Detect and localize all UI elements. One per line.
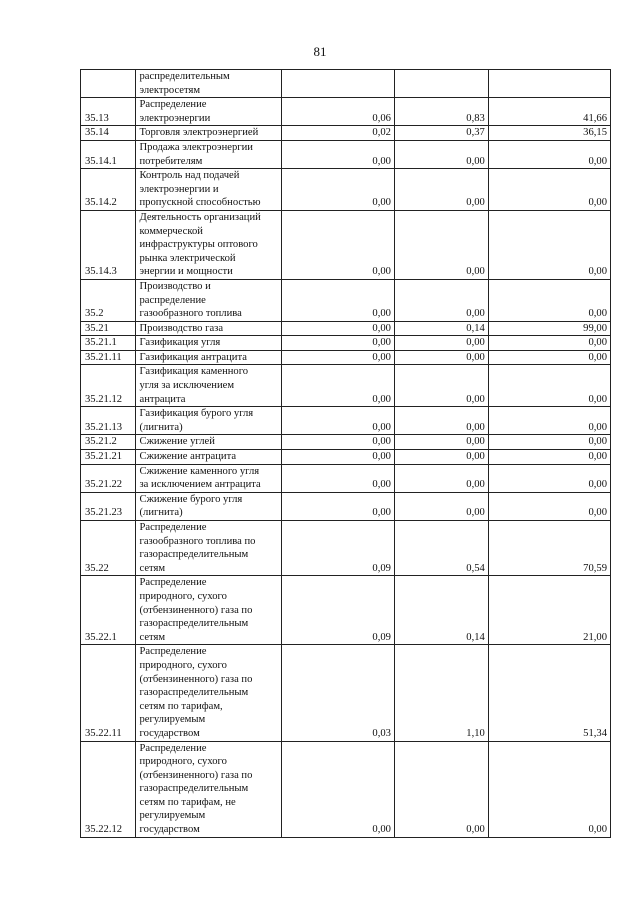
cell-name <box>135 521 281 576</box>
cell-value-v1: 0,00 <box>281 435 394 450</box>
cell-code: 35.14.2 <box>81 169 136 211</box>
cell-name-line: Сжижение углей <box>139 436 215 448</box>
cell-value-v2: 0,00 <box>394 279 488 321</box>
cell-code: 35.21.22 <box>81 464 136 492</box>
cell-name-line: Производство газа <box>139 322 224 334</box>
cell-value-v1 <box>281 70 394 98</box>
table-row <box>81 645 611 741</box>
cell-name <box>135 435 281 450</box>
cell-name-line: электроэнергии и <box>139 183 219 195</box>
cell-name-line: газообразного топлива по <box>139 535 256 547</box>
cell-code: 35.14.1 <box>81 140 136 168</box>
cell-value-v3: 0,00 <box>488 140 610 168</box>
cell-name-line: (лигнита) <box>139 507 183 519</box>
cell-name-line: Газификация антрацита <box>139 351 247 363</box>
cell-value-v3: 0,00 <box>488 464 610 492</box>
cell-name-line: Распределение <box>139 577 207 589</box>
cell-value-v2: 0,37 <box>394 126 488 141</box>
cell-name-line: (отбензиненного) газа по <box>139 604 253 616</box>
cell-name-line: сетям <box>139 562 166 574</box>
cell-value-v3: 99,00 <box>488 321 610 336</box>
cell-name-line: государством <box>139 727 200 739</box>
table-row <box>81 407 611 435</box>
cell-name-line: сетям по тарифам, <box>139 700 223 712</box>
cell-name <box>135 365 281 407</box>
cell-name-line: регулируемым <box>139 714 206 726</box>
cell-name <box>135 407 281 435</box>
cell-name-line: за исключением антрацита <box>139 479 261 491</box>
cell-name-line: инфраструктуры оптового <box>139 239 258 251</box>
cell-name-line: Распределение <box>139 99 207 111</box>
cell-name-line: Продажа электроэнергии <box>139 141 253 153</box>
cell-code: 35.13 <box>81 98 136 126</box>
cell-name-line: Распределение <box>139 522 207 533</box>
cell-value-v1: 0,00 <box>281 464 394 492</box>
cell-name-line: электроэнергии <box>139 112 211 124</box>
cell-value-v1: 0,00 <box>281 450 394 465</box>
cell-value-v3: 0,00 <box>488 741 610 837</box>
table-row <box>81 210 611 279</box>
cell-value-v1: 0,09 <box>281 521 394 576</box>
cell-value-v1: 0,00 <box>281 336 394 351</box>
cell-value-v1: 0,00 <box>281 407 394 435</box>
cell-name <box>135 279 281 321</box>
data-table <box>80 69 611 838</box>
cell-value-v1: 0,09 <box>281 576 394 645</box>
cell-name-line: (отбензиненного) газа по <box>139 769 253 781</box>
cell-name-line: Распределение <box>139 742 207 754</box>
cell-value-v3: 36,15 <box>488 126 610 141</box>
cell-value-v2: 0,54 <box>394 521 488 576</box>
cell-name-line: Сжижение каменного угля <box>139 465 260 477</box>
cell-name <box>135 98 281 126</box>
table-row <box>81 140 611 168</box>
cell-name-line: государством <box>139 824 200 836</box>
cell-name-line: Газификация угля <box>139 337 221 349</box>
cell-name-line: потребителям <box>139 155 203 167</box>
cell-value-v3: 21,00 <box>488 576 610 645</box>
cell-name-line: угля за исключением <box>139 380 235 392</box>
cell-value-v1: 0,00 <box>281 140 394 168</box>
cell-value-v3: 0,00 <box>488 336 610 351</box>
table-row <box>81 336 611 351</box>
cell-name-line: Сжижение антрацита <box>139 451 237 463</box>
cell-name <box>135 321 281 336</box>
cell-name <box>135 492 281 520</box>
cell-value-v2: 0,00 <box>394 365 488 407</box>
cell-value-v2: 0,00 <box>394 450 488 465</box>
cell-value-v3: 41,66 <box>488 98 610 126</box>
cell-name <box>135 169 281 211</box>
cell-code: 35.22.12 <box>81 741 136 837</box>
table-row <box>81 98 611 126</box>
cell-value-v3: 0,00 <box>488 435 610 450</box>
table-row <box>81 492 611 520</box>
cell-name-line: Сжижение бурого угля <box>139 493 243 505</box>
table-row <box>81 321 611 336</box>
cell-name-line: пропускной способностью <box>139 197 261 209</box>
cell-name-line: рынка электрической <box>139 252 236 264</box>
cell-name <box>135 645 281 741</box>
cell-value-v2: 0,00 <box>394 407 488 435</box>
cell-name-line: Контроль над подачей <box>139 170 240 182</box>
cell-code: 35.2 <box>81 279 136 321</box>
cell-name-line: сетям <box>139 631 166 643</box>
cell-name <box>135 126 281 141</box>
cell-value-v2: 0,00 <box>394 336 488 351</box>
table-row <box>81 70 611 98</box>
cell-value-v2: 0,83 <box>394 98 488 126</box>
cell-value-v1: 0,00 <box>281 321 394 336</box>
cell-code: 35.21 <box>81 321 136 336</box>
cell-value-v1: 0,00 <box>281 365 394 407</box>
cell-value-v1: 0,00 <box>281 350 394 365</box>
cell-code: 35.22.11 <box>81 645 136 741</box>
cell-value-v3: 0,00 <box>488 279 610 321</box>
cell-name-line: природного, сухого <box>139 659 227 671</box>
cell-name-line: газообразного топлива <box>139 308 242 320</box>
cell-name-line: (отбензиненного) газа по <box>139 673 253 685</box>
table-row <box>81 450 611 465</box>
cell-value-v3: 0,00 <box>488 169 610 211</box>
cell-value-v1: 0,00 <box>281 279 394 321</box>
cell-name-line: газораспределительным <box>139 783 249 795</box>
cell-value-v2: 0,00 <box>394 435 488 450</box>
cell-name-line: распределение <box>139 294 206 306</box>
cell-name <box>135 210 281 279</box>
cell-name <box>135 741 281 837</box>
cell-value-v2: 0,00 <box>394 492 488 520</box>
cell-code: 35.14.3 <box>81 210 136 279</box>
cell-name-line: (лигнита) <box>139 421 183 433</box>
cell-value-v3: 0,00 <box>488 365 610 407</box>
table-row <box>81 279 611 321</box>
cell-value-v1: 0,00 <box>281 492 394 520</box>
cell-value-v2: 0,00 <box>394 140 488 168</box>
cell-code: 35.21.23 <box>81 492 136 520</box>
cell-code: 35.22.1 <box>81 576 136 645</box>
cell-value-v2 <box>394 70 488 98</box>
cell-value-v3: 0,00 <box>488 450 610 465</box>
cell-code: 35.21.2 <box>81 435 136 450</box>
cell-code: 35.14 <box>81 126 136 141</box>
cell-name-line: Газификация бурого угля <box>139 408 254 420</box>
cell-value-v1: 0,03 <box>281 645 394 741</box>
table-row <box>81 521 611 576</box>
cell-code: 35.21.21 <box>81 450 136 465</box>
cell-value-v2: 0,00 <box>394 464 488 492</box>
cell-value-v1: 0,00 <box>281 169 394 211</box>
cell-code <box>81 70 136 98</box>
cell-value-v2: 0,00 <box>394 210 488 279</box>
table-row <box>81 365 611 407</box>
cell-value-v3: 70,59 <box>488 521 610 576</box>
cell-value-v1: 0,06 <box>281 98 394 126</box>
cell-value-v3: 0,00 <box>488 350 610 365</box>
table-row <box>81 741 611 837</box>
cell-name-line: Распределение <box>139 646 207 658</box>
cell-name <box>135 70 281 98</box>
cell-name-line: газораспределительным <box>139 618 249 630</box>
cell-value-v3: 0,00 <box>488 407 610 435</box>
cell-name-line: распределительным <box>139 71 230 82</box>
cell-value-v1: 0,02 <box>281 126 394 141</box>
cell-name <box>135 450 281 465</box>
cell-value-v3: 0,00 <box>488 492 610 520</box>
cell-value-v2: 0,14 <box>394 576 488 645</box>
cell-value-v2: 1,10 <box>394 645 488 741</box>
cell-code: 35.21.11 <box>81 350 136 365</box>
cell-value-v2: 0,00 <box>394 741 488 837</box>
cell-name-line: Деятельность организаций <box>139 211 261 223</box>
table-row <box>81 464 611 492</box>
cell-value-v2: 0,00 <box>394 350 488 365</box>
cell-name-line: регулируемым <box>139 810 206 822</box>
cell-code: 35.22 <box>81 521 136 576</box>
page-number: 81 <box>313 44 327 59</box>
cell-name <box>135 464 281 492</box>
cell-value-v1: 0,00 <box>281 210 394 279</box>
cell-name <box>135 350 281 365</box>
cell-name-line: сетям по тарифам, не <box>139 796 236 808</box>
cell-value-v2: 0,00 <box>394 169 488 211</box>
cell-name-line: природного, сухого <box>139 756 227 768</box>
cell-value-v1: 0,00 <box>281 741 394 837</box>
cell-name-line: коммерческой <box>139 225 203 237</box>
cell-name-line: антрацита <box>139 393 186 405</box>
cell-code: 35.21.1 <box>81 336 136 351</box>
cell-value-v2: 0,14 <box>394 321 488 336</box>
table-body <box>81 70 611 838</box>
cell-name-line: природного, сухого <box>139 590 227 602</box>
cell-name-line: энергии и мощности <box>139 266 233 278</box>
cell-name-line: газораспределительным <box>139 687 249 699</box>
table-row <box>81 435 611 450</box>
table-row <box>81 350 611 365</box>
table-row <box>81 126 611 141</box>
cell-name-line: Производство и <box>139 280 211 292</box>
table-row <box>81 576 611 645</box>
cell-value-v3 <box>488 70 610 98</box>
cell-name <box>135 336 281 351</box>
cell-value-v3: 0,00 <box>488 210 610 279</box>
cell-name-line: электросетям <box>139 84 201 96</box>
cell-name-line: газораспределительным <box>139 549 249 561</box>
cell-name-line: Торговля электроэнергией <box>139 127 259 139</box>
cell-name <box>135 576 281 645</box>
cell-value-v3: 51,34 <box>488 645 610 741</box>
cell-name-line: Газификация каменного <box>139 366 249 378</box>
table-row <box>81 169 611 211</box>
cell-code: 35.21.13 <box>81 407 136 435</box>
cell-name <box>135 140 281 168</box>
cell-code: 35.21.12 <box>81 365 136 407</box>
